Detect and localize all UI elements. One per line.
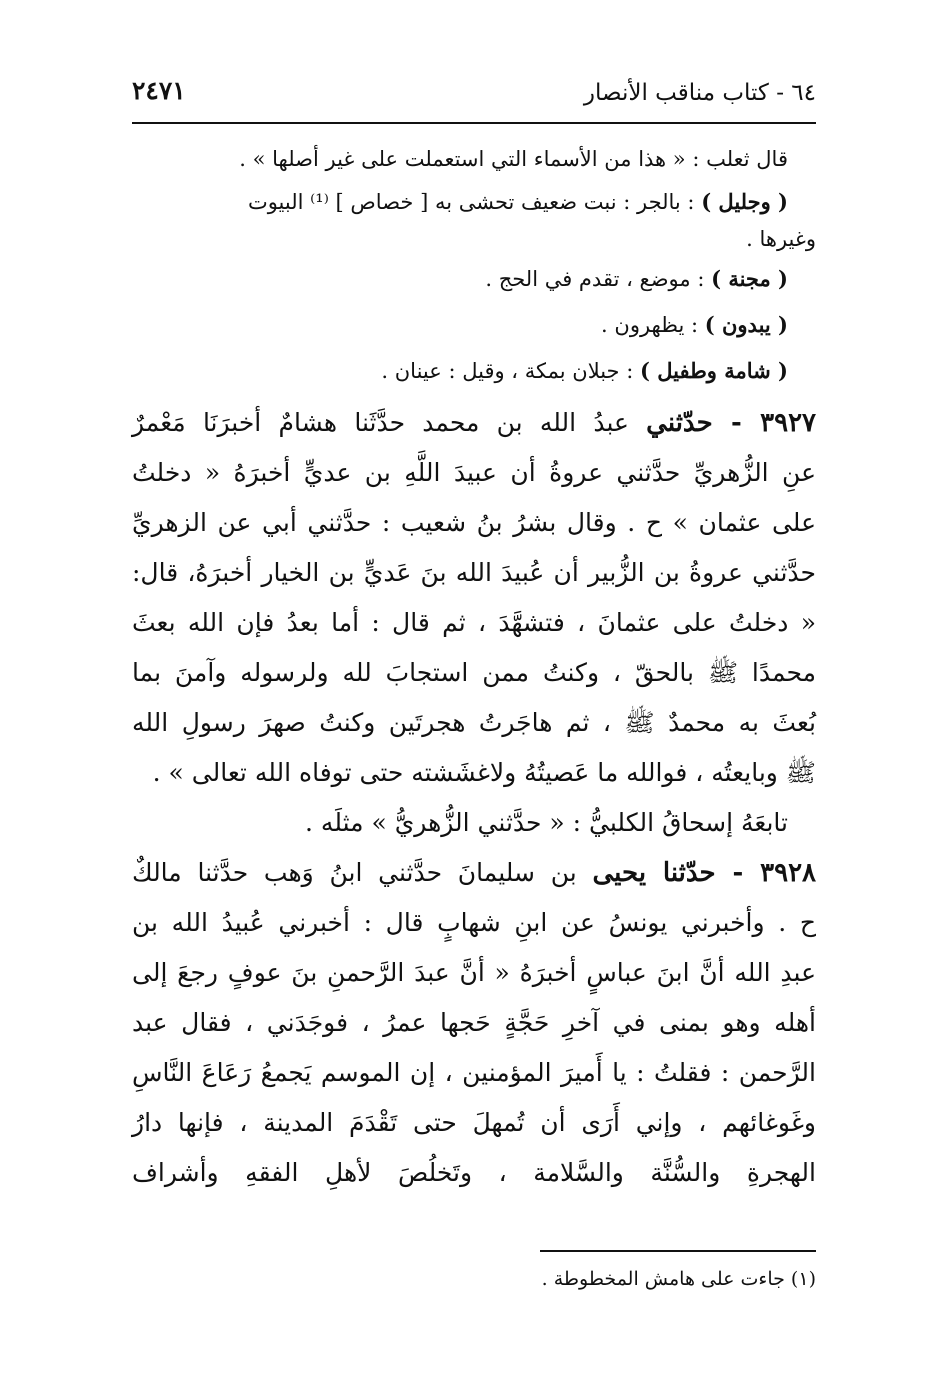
- hadith-3927-line: عنِ الزُّهريِّ حدَّثني عروةُ أن عبيدَ اللَّهِ بن عديٍّ أخبرَهُ « دخلتُ: [132, 458, 816, 487]
- gloss-term: ( يبدون ): [704, 312, 788, 337]
- page-number: ٢٤٧١: [132, 76, 186, 105]
- hadith-3927-line: محمدًا ﷺ بالحقّ ، وكنتُ ممن استجابَ لله ولرسوله وآمنَ بما: [132, 658, 816, 687]
- book-page: [132, 72, 816, 1322]
- gloss-continuation: وغيرها .: [746, 227, 816, 251]
- hadith-number: ٣٩٢٨ - حدّثنا يحيى: [592, 858, 816, 888]
- footnote-rule: [540, 1250, 816, 1252]
- chapter-title: ٦٤ - كتاب مناقب الأنصار: [583, 80, 816, 106]
- gloss-line: ( مجنة ) : موضع ، تقدم في الحج .: [485, 266, 788, 291]
- header-rule: [132, 122, 816, 124]
- page-body: [132, 136, 816, 1198]
- gloss-term: ( وجليل ): [701, 189, 788, 214]
- hadith-3928-line: عبدِ الله أنَّ ابنَ عباسٍ أخبرَهُ « أنَّ عبدَ الرَّحمنِ بنَ عوفٍ رجعَ إلى: [132, 958, 816, 987]
- hadith-3927-line: « دخلتُ على عثمانَ ، فتشهَّدَ ، ثم قال : أما بعدُ فإن الله بعثَ: [132, 608, 816, 637]
- hadith-3928-line: ح . وأخبرني يونسُ عن ابنِ شهابٍ قال : أخبرني عُبيدُ الله بن: [132, 908, 816, 937]
- footnote: (١) جاءت على هامش المخطوطة .: [541, 1268, 816, 1290]
- hadith-3928-line: وغَوغائهم ، وإني أَرَى أن تُمهلَ حتى تَقْدَمَ المدينة ، فإنها دارُ: [132, 1108, 816, 1137]
- hadith-3928-line: الرَّحمن : فقلتُ : يا أَميرَ المؤمنين ، إن الموسم يَجمعُ رَعَاعَ النَّاسِ: [132, 1058, 816, 1087]
- gloss-line: ( يبدون ) : يظهرون .: [601, 312, 788, 337]
- gloss-term: ( مجنة ): [711, 266, 788, 291]
- gloss-term: ( شامة وطفيل ): [639, 358, 788, 383]
- hadith-follow-up: تابعَهُ إسحاقُ الكلبيُّ : « حدَّثني الزُّهريُّ » مثلَه .: [305, 808, 788, 837]
- hadith-3927-line: ٣٩٢٧ - حدّثني عبدُ الله بن محمد حدَّثَنا هشامٌ أخبرَنَا مَعْمرٌ: [132, 408, 816, 438]
- hadith-3928-line: أهله وهو بمنى في آخرِ حَجَّةٍ حَجها عمرُ ، فوجَدَني ، فقال عبد: [132, 1008, 816, 1037]
- gloss-line: ( شامة وطفيل ) : جبلان بمكة ، وقيل : عينان .: [381, 358, 788, 383]
- hadith-3927-line: حدَّثني عروةُ بن الزُّبير أن عُبيدَ الله بنَ عَديٍّ بن الخيار أخبرَهُ، قال:: [132, 558, 816, 587]
- hadith-3928-line: ٣٩٢٨ - حدّثنا يحيى بن سليمانَ حدَّثني ابنُ وَهب حدَّثنا مالكٌ: [132, 858, 816, 888]
- hadith-3927-line: بُعثَ به محمدٌ ﷺ ، ثم هاجَرتُ هجرتَين وكنتُ صهرَ رسولِ الله: [132, 708, 816, 737]
- hadith-3927-line: ﷺ وبايعتُه ، فوالله ما عَصيتُهُ ولاغشَشته حتى توفاه الله تعالى » .: [152, 758, 816, 787]
- hadith-3927-line: على عثمان » ح . وقال بشرُ بنُ شعيب : حدَّثني أبي عن الزهريِّ: [132, 508, 816, 537]
- gloss-line: ( وجليل ) : بالجر : نبت ضعيف تحشى به [ خصاص ] ⁽¹⁾ البيوت: [247, 189, 788, 214]
- page-header: [132, 72, 816, 108]
- hadith-number: ٣٩٢٧ - حدّثني: [646, 408, 816, 438]
- gloss-line: قال ثعلب : « هذا من الأسماء التي استعملت على غير أصلها » .: [239, 147, 788, 171]
- hadith-3928-line: الهجرةِ والسُّنَّة والسَّلامة ، وتَخلُصَ لأهلِ الفقهِ وأشراف: [132, 1158, 816, 1187]
